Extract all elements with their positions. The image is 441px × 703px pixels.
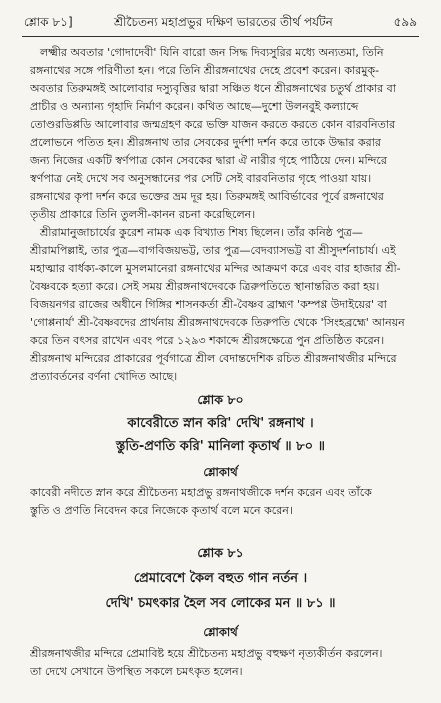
purport-line: করে তিন বৎসর রাখেন এবং পরে ১২৯৩ শকাব্দে শ্রীরঙ্গক্ষেত্রে পুন প্রতিষ্ঠিত করেন। <box>30 334 385 347</box>
purport-line: লক্ষ্মীর অবতার 'গোদাদেবী' যিনি বারো জন সিদ্ধ দিব্যসুরির মধ্যে অন্যতমা, তিনি <box>40 46 384 59</box>
verse-81-label: শ্লোক ৮১ <box>197 545 244 560</box>
purport-line: বিজয়নগর রাজের অধীনে গিঙ্গির শাসনকর্তা শ্রী-বৈষ্ণব ব্রাহ্মণ 'কম্পণ্ণ উদাইয়ের' বা <box>30 298 387 311</box>
purport-line: তোণ্ডরডিপ্পডি আলোবার জন্মগ্রহণ করে ভক্তি যাজন করতে করতে কোন বারবনিতার <box>30 118 396 131</box>
page-number: ৫৯৯ <box>393 15 417 29</box>
purport-line: প্রাচীর ও অন্যান্য গৃহাদি নির্মাণ করেন। কথিত আছে—দুশো উলনবুই কল্যাব্দে <box>30 100 359 113</box>
running-header <box>24 14 417 34</box>
header-rule <box>22 36 419 37</box>
purport-line: 'গোপ্পনার্য' শ্রী-বৈষ্ণবদের প্রার্থনায় শ্রীরঙ্গনাথদেবকে তিরুপতি থেকে 'সিংহব্রহ্মে' আনয়ন <box>30 316 405 329</box>
purport-line: স্বর্ণপাত্র নেই দেখে সব অনুসন্ধানের পর সেটি সেই বারবনিতার গৃহে পাওয়া যায়। <box>30 172 372 185</box>
verse-81-translation <box>30 645 423 681</box>
purport-line: বৈষ্ণবকে হত্যা করে। সেই সময় শ্রীরঙ্গনাথদেবকে ত্রিরুপতিতে স্থানান্তরিত করা হয়। <box>30 280 380 293</box>
purport-line: অবতার তিরুমঙ্গই আলোবার দস্যুবৃত্তির দ্বারা সঞ্চিত ধনে শ্রীরঙ্গনাথের চতুর্থ প্রাকার বা <box>30 82 396 95</box>
translation-line: শ্রীরঙ্গনাথজীর মন্দিরে প্রেমাবিষ্ট হয়ে শ্রীচৈতন্য মহাপ্রভু বহুক্ষণ নৃত্যকীর্তন করলেন। <box>30 647 383 660</box>
verse-81-line-1: প্রেমাবেশে কৈল বহুত গান নর্তন । <box>133 571 308 586</box>
verse-reference: শ্লোক ৮১] <box>24 15 73 29</box>
purport-line: শ্রীরামানুজাচার্যের কুরেশ নামক এক বিখ্যাত শিষ্য ছিলেন। তাঁর কনিষ্ঠ পুত্র— <box>40 226 363 239</box>
purport-line: রঙ্গনাথের কৃপা দর্শন করে ভক্তের ভ্রম দূর হয়। তিরুমঙ্গই আবির্ভাবের পূর্বে রঙ্গনাথের <box>30 190 384 203</box>
verse-80-line-1: কাবেরীতে স্নান করি' দেখি' রঙ্গনাথ । <box>127 416 314 431</box>
chapter-title: শ্রীচৈতন্য মহাপ্রভুর দক্ষিণ ভারতের তীর্থ পর্যটন <box>114 15 333 29</box>
translation-line: কাবেরী নদীতে স্নান করে শ্রীচৈতন্য মহাপ্রভু রঙ্গনাথজীকে দর্শন করেন এবং তাঁকে <box>30 486 372 499</box>
verse-80-line-2: স্তুতি-প্রণতি করি' মানিলা কৃতার্থ ॥ ৮০ ॥ <box>116 439 325 454</box>
purport-line: প্রলোভনে পতিত হন। শ্রীরঙ্গনাথ তার সেবকের দুর্দশা দর্শন করে তাকে উদ্ধার করার <box>30 136 381 149</box>
purport-line: তৃতীয় প্রাকারে তিনি তুলসী-কানন রচনা করেছিলেন। <box>30 208 256 221</box>
translation-line: তা দেখে সেখানে উপস্থিত সকলে চমৎকৃত হলেন। <box>30 665 243 678</box>
verse-81-translation-label: শ্লোকার্থ <box>203 625 238 639</box>
purport-line: জন্য নিজের একটি স্বর্ণপাত্র কোন সেবকের দ্বারা ঐ নারীর গৃহে পাঠিয়ে দেন। মন্দিরে <box>30 154 387 167</box>
purport-text <box>30 44 423 386</box>
verse-81-line-2: দেখি' চমৎকার হৈল সব লোকের মন ॥ ৮১ ॥ <box>105 596 336 611</box>
verse-80-translation-label: শ্লোকার্থ <box>203 465 238 479</box>
purport-line: প্রত্যাবর্তনের বর্ণনা খোদিত আছে। <box>30 370 178 383</box>
purport-line: মহাত্মার বার্ধক্য-কালে মুসলমানেরা রঙ্গনাথের মন্দির আক্রমণ করে এবং বার হাজার শ্রী- <box>30 262 401 275</box>
verse-80-translation <box>30 484 423 520</box>
purport-line: রঙ্গনাথের সঙ্গে পরিণীতা হন। পরে তিনি শ্রীরঙ্গনাথের দেহে প্রবেশ করেন। কারমুক্- <box>30 64 380 77</box>
translation-line: স্তুতি ও প্রণতি নিবেদন করে নিজেকে কৃতার্থ বলে মনে করেন। <box>30 504 293 517</box>
purport-line: শ্রীরামপিল্লাই, তার পুত্র—বাগবিজয়ভট্ট, তার পুত্র—বেদব্যাসভট্ট বা শ্রীসুদর্শনাচার্য। এই <box>30 244 396 257</box>
verse-80-label: শ্লোক ৮০ <box>197 392 244 407</box>
purport-line: শ্রীরঙ্গনাথ মন্দিরের প্রাকারের পূর্বগাত্রে শ্রীল বেদান্তদেশিক রচিত শ্রীরঙ্গনাথজীর মন্দিরে <box>30 352 397 365</box>
